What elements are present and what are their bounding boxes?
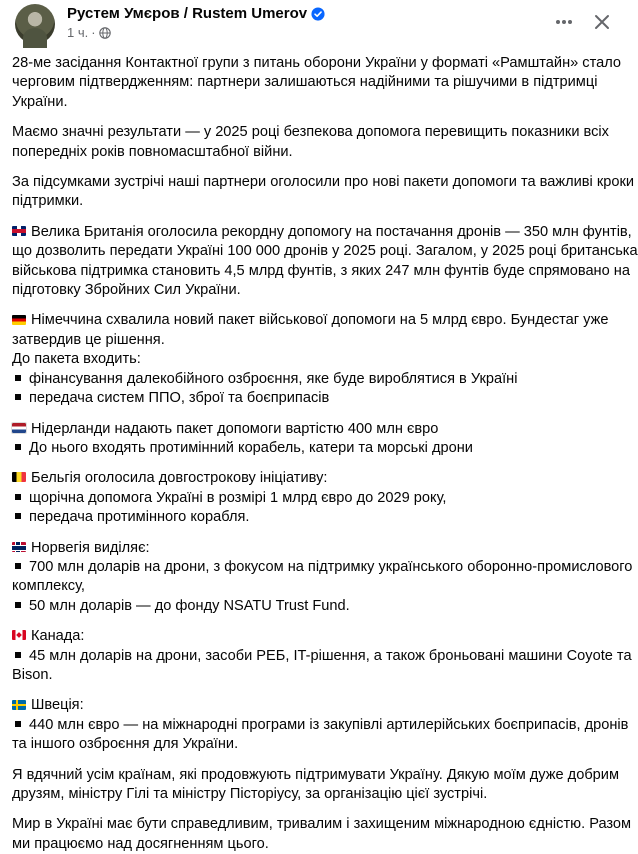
bullet-item (12, 577, 616, 596)
post-paragraph (12, 815, 632, 854)
line-text: Канада: (31, 628, 85, 645)
bullet-square-icon (15, 513, 21, 519)
line-text: військова підтримка становить 4,5 млрд фунтів, з яких 247 млн фунтів буде спрямовано на (12, 262, 630, 279)
bullet-item (12, 508, 616, 527)
bullet-item (12, 735, 616, 754)
bullet-square-icon (15, 721, 21, 727)
post-paragraph (12, 54, 622, 112)
bullet-text: фінансування далекобійного озброєння, яке буде вироблятися в Україні (29, 370, 518, 387)
post-paragraph (12, 627, 632, 685)
globe-icon[interactable] (99, 27, 111, 39)
bullet-square-icon (15, 394, 21, 400)
line-text: підготовку Збройних Сил України. (12, 282, 241, 299)
line-text: підтримки. (12, 193, 84, 210)
paragraph-line (12, 192, 616, 211)
header-actions (554, 12, 612, 32)
paragraph-line (12, 54, 622, 73)
author-name-row (67, 5, 325, 22)
post-paragraph (12, 311, 616, 408)
post-paragraph (12, 766, 619, 805)
belgium-flag-icon (12, 472, 26, 482)
bullet-text: 440 млн євро — на міжнародні програми із закупівлі артилерійських боєприпасів, дронів (29, 716, 629, 733)
sweden-flag-icon (12, 700, 26, 710)
paragraph-line (12, 835, 616, 854)
paragraph-line (12, 627, 616, 646)
paragraph-line (12, 331, 616, 350)
paragraph-line (12, 173, 634, 192)
author-name[interactable]: Рустем Умєров / Rustem Umerov (67, 5, 308, 22)
bullet-text: передача систем ППО, зброї та боєприпасів (29, 390, 330, 407)
post-paragraph (12, 539, 633, 617)
post-header (12, 0, 616, 44)
bullet-text: щорічна допомога Україні в розмірі 1 млрд євро до 2029 року, (29, 489, 447, 506)
close-button[interactable] (592, 12, 612, 32)
uk-flag-icon (12, 226, 26, 236)
bullet-item (12, 666, 616, 685)
bullet-square-icon (15, 652, 21, 658)
paragraph-line (12, 696, 616, 715)
paragraph-line (12, 242, 638, 261)
post-paragraph (12, 469, 616, 527)
post-paragraph (12, 420, 616, 459)
more-options-icon (554, 12, 574, 32)
paragraph-line (12, 539, 616, 558)
bullet-item (12, 597, 616, 616)
paragraph-line (12, 785, 616, 804)
line-text: України. (12, 93, 68, 110)
more-options-button[interactable] (554, 12, 574, 32)
bullet-item (12, 370, 616, 389)
post-time[interactable]: 1 ч. (67, 25, 89, 40)
bullet-item (12, 489, 616, 508)
norway-flag-icon (12, 542, 26, 552)
line-text: ми працюємо над досягненням цього. (12, 835, 269, 852)
paragraph-line (12, 281, 616, 300)
canada-flag-icon (12, 630, 26, 640)
post-paragraph (12, 173, 634, 212)
paragraph-line (12, 350, 616, 369)
bullet-item (12, 558, 633, 577)
paragraph-line (12, 93, 616, 112)
line-text: Нідерланди надають пакет допомоги вартістю 400 млн євро (31, 420, 439, 437)
bullet-item (12, 716, 629, 735)
paragraph-line (12, 420, 616, 439)
line-text: черговим підтвердженням: партнери залишаються надійними та рішучими в підтримці (12, 74, 598, 91)
post-body (12, 44, 638, 854)
line-text: Норвегія виділяє: (31, 539, 150, 556)
line-text: Маємо значні результати — у 2025 році безпекова допомога перевищить показники всіх (12, 124, 609, 141)
author-avatar[interactable] (15, 4, 55, 44)
paragraph-line (12, 469, 616, 488)
bullet-text: Bison. (12, 666, 53, 683)
post-paragraph (12, 123, 616, 162)
line-text: До пакета входить: (12, 351, 141, 368)
paragraph-line (12, 262, 630, 281)
line-text: друзям, міністру Гілі та міністру Пісторіусу, за організацію цієї зустрічі. (12, 786, 488, 802)
bullet-item (12, 389, 616, 408)
bullet-text: та іншого озброєння для України. (12, 736, 239, 753)
paragraph-line (12, 143, 616, 162)
bullet-square-icon (15, 563, 21, 569)
paragraph-line (12, 73, 616, 92)
bullet-square-icon (15, 444, 21, 450)
bullet-text: 50 млн доларів — до фонду NSATU Trust Fund. (29, 597, 350, 614)
line-text: Мир в Україні має бути справедливим, тривалим і захищеним міжнародною єдністю. Разом (12, 816, 632, 833)
germany-flag-icon (12, 315, 26, 325)
bullet-square-icon (15, 494, 21, 500)
line-text: Бельгія оголосила довгострокову ініціативу: (31, 470, 328, 487)
line-text: затвердив це рішення. (12, 331, 165, 348)
bullet-text: передача протимінного корабля. (29, 509, 250, 526)
verified-badge-icon (311, 7, 325, 21)
line-text: Швеція: (31, 697, 84, 714)
post-paragraph (12, 696, 629, 754)
paragraph-line (12, 815, 632, 834)
paragraph-line (12, 311, 616, 330)
bullet-item (12, 647, 632, 666)
bullet-text: До нього входять протимінний корабель, катери та морські дрони (29, 439, 473, 456)
post-meta: 1 ч. · (67, 25, 111, 40)
close-icon (592, 12, 612, 32)
bullet-text: 45 млн доларів на дрони, засоби РЕБ, IT-рішення, а також броньовані машини Coyote та (29, 647, 632, 664)
line-text: Велика Британія оголосила рекордну допомогу на постачання дронів — 350 млн фунтів, (31, 223, 632, 240)
paragraph-line (12, 766, 619, 785)
netherlands-flag-icon (12, 423, 26, 433)
bullet-text: 700 млн доларів на дрони, з фокусом на підтримку українського оборонно-промислового (29, 558, 633, 575)
paragraph-line (12, 123, 616, 142)
paragraph-line (12, 223, 632, 242)
line-text: 28-ме засідання Контактної групи з питань оборони України у форматі «Рамштайн» стало (12, 55, 622, 71)
bullet-item (12, 439, 616, 458)
bullet-text: комплексу, (12, 578, 85, 595)
line-text: що дозволить передати Україні 100 000 дронів у 2025 році. Загалом, у 2025 році британська (12, 243, 638, 260)
post-paragraph (12, 223, 638, 301)
line-text: Німеччина схвалила новий пакет військової допомоги на 5 млрд євро. Бундестаг уже (31, 312, 609, 329)
bullet-square-icon (15, 602, 21, 608)
line-text: попередніх років повномасштабної війни. (12, 143, 293, 160)
line-text: Я вдячний усім країнам, які продовжують підтримувати Україну. Дякую моїм дуже добрим (12, 766, 619, 783)
line-text: За підсумками зустрічі наші партнери оголосили про нові пакети допомоги та важливі кроки (12, 174, 634, 191)
bullet-square-icon (15, 375, 21, 381)
